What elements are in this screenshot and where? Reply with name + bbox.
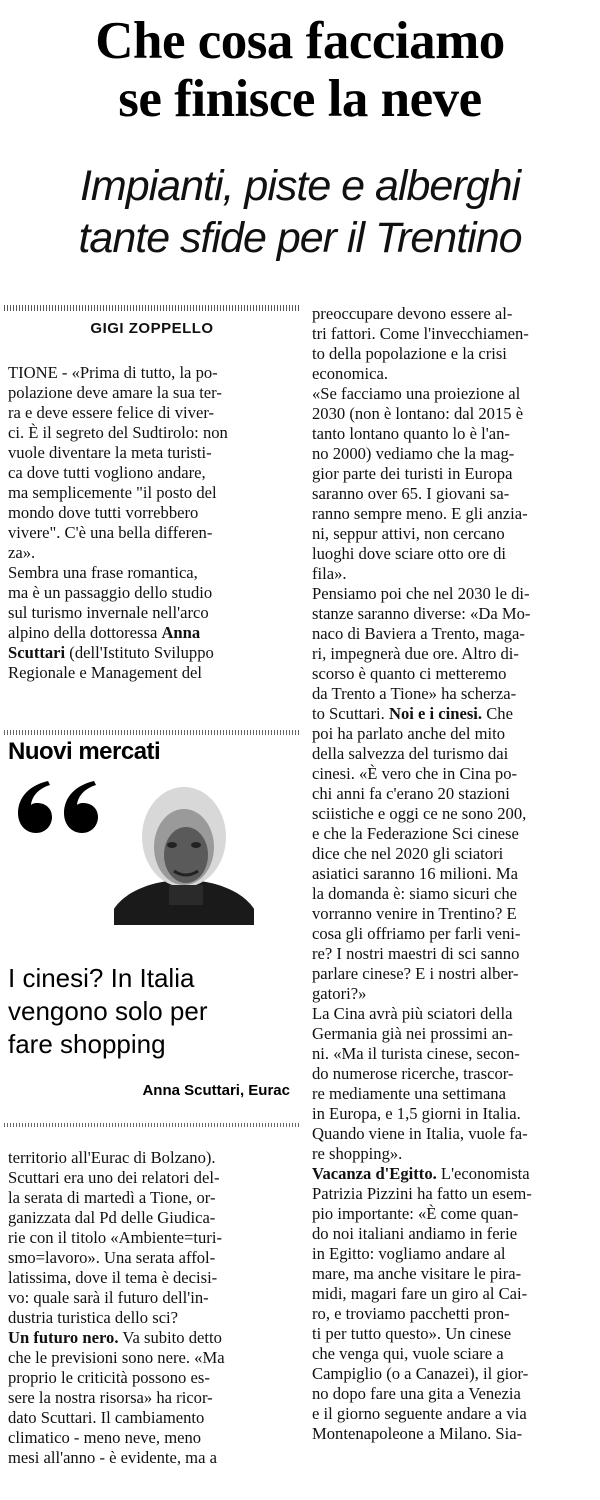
text-line: gatori?»: [312, 984, 367, 1003]
text-line: Quando viene in Italia, vuole fa-: [312, 1124, 528, 1143]
text-line: in Europa, e 1,5 giorni in Italia.: [312, 1104, 521, 1123]
headline: [0, 12, 600, 128]
section-lead: Vacanza d'Egitto.: [312, 1164, 437, 1183]
text-fragment: L'economista: [436, 1164, 530, 1183]
text-line: re mediamente una settimana: [312, 1084, 506, 1103]
subheadline-line: tante sfide per il Trentino: [78, 214, 522, 262]
text-line: climatico - meno neve, meno: [8, 1428, 202, 1447]
text-line: e che la Federazione Sci cinese: [312, 824, 519, 843]
text-line: Germania già nei prossimi an-: [312, 1024, 513, 1043]
text-line: fila».: [312, 564, 347, 583]
text-line: Sembra una frase romantica,: [8, 563, 198, 582]
left-column-bottom: [8, 1148, 300, 1468]
text-line: gior parte dei turisti in Europa: [312, 464, 513, 483]
text-line: ni, seppur attivi, non cercano: [312, 524, 505, 543]
text-line: ranno sempre meno. E gli anzia-: [312, 504, 528, 523]
text-line: mondo dove tutti vorrebbero: [8, 503, 199, 522]
text-line: ti per tutto questo». Un cinese: [312, 1324, 512, 1343]
sidebar-box: [4, 730, 300, 1130]
text-line: ro, e troviamo pacchetti pron-: [312, 1304, 510, 1323]
text-line: latissima, dove il tema è decisi-: [8, 1268, 218, 1287]
headline-line: Che cosa facciamo: [95, 12, 505, 70]
bold-name: Scuttari: [8, 643, 66, 662]
pull-quote-line: vengono solo per: [8, 996, 208, 1026]
pull-quote: [8, 962, 298, 1061]
text-line: in Egitto: vogliamo andare al: [312, 1244, 506, 1263]
text-line: to della popolazione e la crisi: [312, 344, 507, 363]
text-line: vorranno venire in Trentino? E: [312, 904, 517, 923]
text-line: stanze saranno diverse: «Da Mo-: [312, 604, 531, 623]
text-line: poi ha parlato anche del mito: [312, 724, 506, 743]
text-line: che venga qui, vuole sciare a: [312, 1344, 504, 1363]
byline-divider: [4, 305, 300, 311]
text-line: territorio all'Eurac di Bolzano).: [8, 1148, 216, 1167]
text-line: [8, 643, 300, 663]
text-line: cinesi. «È vero che in Cina po-: [312, 764, 518, 783]
text-line: dice che nel 2020 gli sciatori: [312, 844, 504, 863]
text-fragment: Va subito detto: [118, 1328, 222, 1347]
pull-quote-attribution: Anna Scuttari, Eurac: [142, 1082, 290, 1099]
text-line: da Trento a Tione» ha scherza-: [312, 684, 517, 703]
text-line: rie con il titolo «Ambiente=turi-: [8, 1228, 222, 1247]
text-line: ni. «Ma il turista cinese, secon-: [312, 1044, 520, 1063]
text-line: ca dove tutti vogliono andare,: [8, 463, 206, 482]
text-line: za».: [8, 543, 36, 562]
text-line: [312, 704, 600, 724]
text-line: tanto lontano quanto lo è l'an-: [312, 424, 510, 443]
text-line: Scuttari era uno dei relatori del-: [8, 1168, 220, 1187]
pull-quote-line: fare shopping: [8, 1029, 166, 1059]
text-line: che le previsioni sono nere. «Ma: [8, 1348, 225, 1367]
text-line: della salvezza del turismo dai: [312, 744, 509, 763]
text-line: ra e deve essere felice di viver-: [8, 403, 215, 422]
sidebar-title: Nuovi mercati: [8, 738, 161, 765]
sidebar-divider: [4, 730, 300, 735]
text-line: dustria turistica dello sci?: [8, 1308, 179, 1327]
text-line: luoghi dove sciare otto ore di: [312, 544, 507, 563]
text-line: tri fattori. Come l'invecchiamen-: [312, 324, 529, 343]
headline-line: se finisce la neve: [118, 70, 482, 128]
text-line: scorso è quanto ci metteremo: [312, 664, 507, 683]
subheadline: [0, 160, 600, 264]
text-line: Campiglio (o a Canazei), il gior-: [312, 1364, 529, 1383]
text-line: re shopping».: [312, 1144, 403, 1163]
text-line: La Cina avrà più sciatori della: [312, 1004, 513, 1023]
text-line: naco di Baviera a Trento, maga-: [312, 624, 525, 643]
quote-mark-icon: [10, 775, 110, 835]
text-line: ma è un passaggio dello studio: [8, 583, 213, 602]
text-line: asiatici saranno 16 milioni. Ma: [312, 864, 518, 883]
sidebar-bottom-divider: [4, 1123, 300, 1127]
text-line: la domanda è: siamo sicuri che: [312, 884, 518, 903]
right-column: [312, 304, 600, 1444]
text-line: smo=lavoro». Una serata affol-: [8, 1248, 216, 1267]
byline: GIGI ZOPPELLO: [90, 320, 214, 337]
text-line: ganizzata dal Pd delle Giudica-: [8, 1208, 216, 1227]
text-line: chi anni fa c'erano 20 stazioni: [312, 784, 510, 803]
text-line: mare, ma anche visitare le pira-: [312, 1264, 522, 1283]
text-line: sere la nostra risorsa» ha ricor-: [8, 1388, 213, 1407]
text-line: [8, 623, 300, 643]
text-fragment: to Scuttari.: [312, 704, 389, 723]
text-line: TIONE - «Prima di tutto, la po-: [8, 363, 218, 382]
text-line: vivere". C'è una bella differen-: [8, 523, 213, 542]
text-line: [8, 1328, 300, 1348]
text-line: sul turismo invernale nell'arco: [8, 603, 209, 622]
left-column-top: [8, 363, 300, 683]
text-fragment: alpino della dottoressa: [8, 623, 162, 642]
text-line: Patrizia Pizzini ha fatto un esem-: [312, 1184, 532, 1203]
text-line: no dopo fare una gita a Venezia: [312, 1384, 521, 1403]
text-line: [312, 1164, 600, 1184]
text-line: vuole diventare la meta turisti-: [8, 443, 212, 462]
text-line: pio importante: «È come quan-: [312, 1204, 519, 1223]
text-line: do numerose ricerche, trascor-: [312, 1064, 514, 1083]
text-fragment: Che: [482, 704, 513, 723]
subheadline-line: Impianti, piste e alberghi: [79, 162, 521, 210]
section-lead: Un futuro nero.: [8, 1328, 119, 1347]
text-line: ma semplicemente "il posto del: [8, 483, 217, 502]
text-line: re? I nostri maestri di sci sanno: [312, 944, 520, 963]
text-line: ci. È il segreto del Sudtirolo: non: [8, 423, 228, 442]
text-line: no 2000) vediamo che la mag-: [312, 444, 515, 463]
text-line: sciistiche e oggi ce ne sono 200,: [312, 804, 527, 823]
text-line: la serata di martedì a Tione, or-: [8, 1188, 216, 1207]
text-line: cosa gli offriamo per farli veni-: [312, 924, 521, 943]
text-line: e il giorno seguente andare a via: [312, 1404, 527, 1423]
text-line: economica.: [312, 364, 389, 383]
text-line: preoccupare devono essere al-: [312, 304, 513, 323]
text-line: vo: quale sarà il futuro dell'in-: [8, 1288, 209, 1307]
text-line: mesi all'anno - è evidente, ma a: [8, 1448, 217, 1467]
pull-quote-line: I cinesi? In Italia: [8, 963, 195, 993]
portrait-photo: [114, 775, 254, 925]
text-line: ri, impegnerà due ore. Altro di-: [312, 644, 519, 663]
text-line: Pensiamo poi che nel 2030 le di-: [312, 584, 530, 603]
text-line: midi, magari fare un giro al Cai-: [312, 1284, 528, 1303]
text-line: polazione deve amare la sua ter-: [8, 383, 222, 402]
text-line: 2030 (non è lontano: dal 2015 è: [312, 404, 524, 423]
text-line: saranno over 65. I giovani sa-: [312, 484, 510, 503]
section-lead: Noi e i cinesi.: [388, 704, 483, 723]
text-line: dato Scuttari. Il cambiamento: [8, 1408, 205, 1427]
text-line: do noi italiani andiamo in ferie: [312, 1224, 518, 1243]
text-line: Montenapoleone a Milano. Sia-: [312, 1424, 523, 1443]
text-fragment: (dell'Istituto Sviluppo: [65, 643, 214, 662]
text-line: parlare cinese? E i nostri alber-: [312, 964, 519, 983]
text-line: Regionale e Management del: [8, 663, 202, 682]
bold-name: Anna: [161, 623, 201, 642]
text-line: proprio le criticità possono es-: [8, 1368, 210, 1387]
text-line: «Se facciamo una proiezione al: [312, 384, 521, 403]
